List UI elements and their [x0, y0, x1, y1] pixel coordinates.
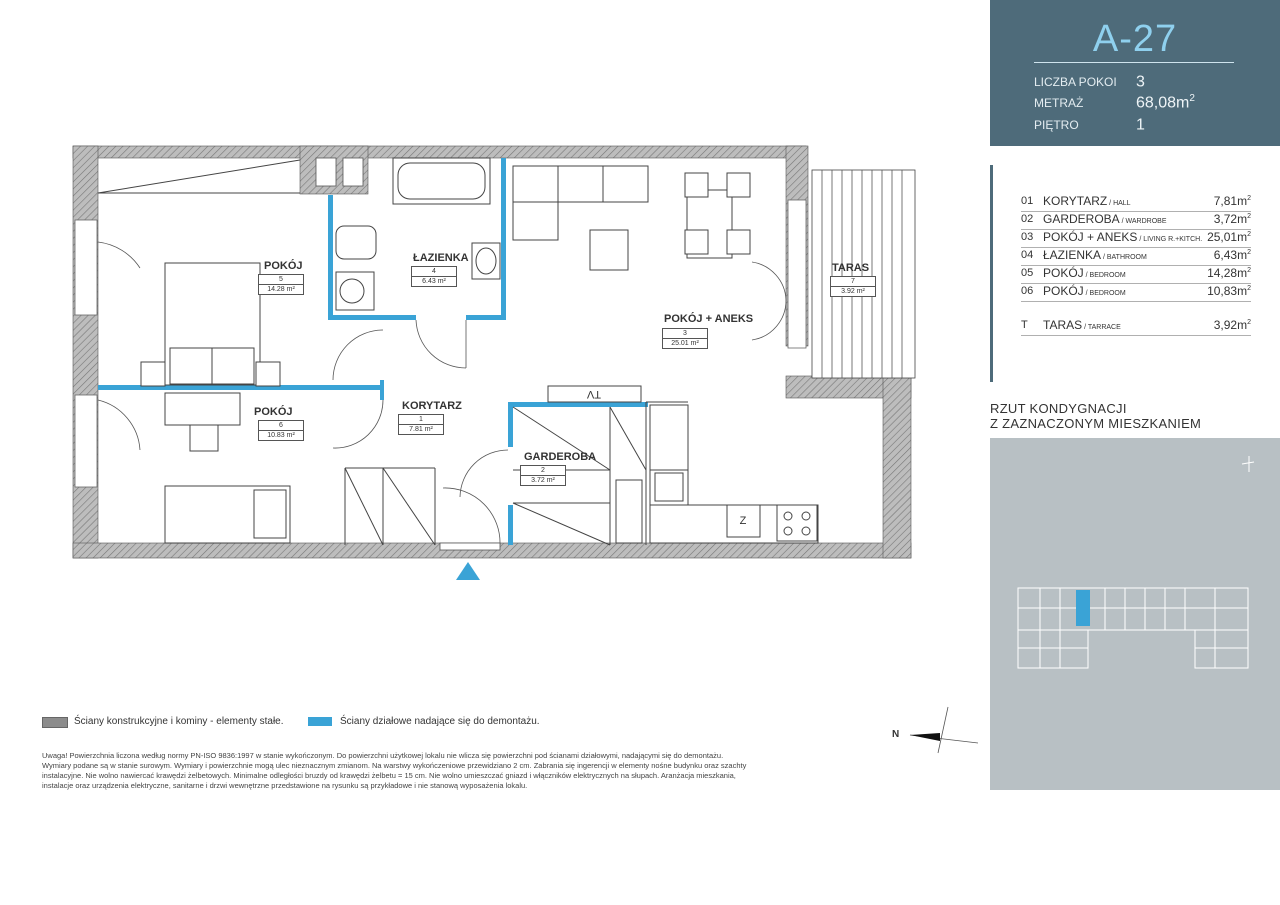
header-divider: [1034, 62, 1234, 63]
highlighted-apartment: [1076, 590, 1090, 626]
room-number: 3: [683, 330, 687, 337]
rooms-table-row: 02 GARDEROBA / WARDROBE $3,72m^2$: [1021, 211, 1251, 230]
compass-north-label: N: [892, 729, 900, 740]
terrace: [812, 170, 915, 378]
rooms-table-row: 01 KORYTARZ / HALL $7,81m^2$: [1021, 193, 1251, 212]
room-area: 6.43 m²: [412, 276, 456, 286]
room-label-aneks: POKÓJ + ANEKS: [664, 313, 754, 325]
header-row-value: $68,08m^2$: [1136, 93, 1195, 112]
room-tag-aneks: [662, 328, 708, 349]
legend-partition-text: Ściany działowe nadające się do demontażu.: [340, 716, 540, 727]
header-row-label: METRAŻ: [1034, 96, 1084, 110]
room-area: 7.81 m²: [399, 424, 443, 434]
room-tag-korytarz: [398, 414, 444, 435]
key-plan-drawing: [990, 438, 1280, 790]
apartment-header: [990, 0, 1280, 146]
floor-caption: RZUT KONDYGNACJI Z ZAZNACZONYM MIESZKANIEM: [990, 401, 1202, 431]
room-label-pokoj-5: POKÓJ: [264, 260, 303, 272]
room-tag-lazienka: [411, 266, 457, 287]
room-number: 1: [419, 416, 423, 423]
floor-key-plan: [990, 438, 1280, 790]
room-number: 7: [851, 278, 855, 285]
header-row-label: LICZBA POKOI: [1034, 75, 1117, 89]
compass-icon: [900, 705, 980, 755]
entrance-arrow: [456, 562, 480, 580]
header-row-rooms: [1034, 72, 1254, 92]
note-line: instalacyjne. Nie wolno nawiercać krawędzi żelbetowych. Minimalne odległości bruzdy od krawędzi żelbetu = 15 cm. Nie wolno umieszczać gniazd i włączników elektrycznych na słupach. Aranżacja mieszkania,: [42, 771, 736, 780]
furniture-living-room: [513, 166, 750, 402]
partition-swatch: [308, 717, 332, 726]
rooms-table-row: 03 POKÓJ + ANEKS / LIVING R.+KITCH. $25,01m^2$: [1021, 229, 1251, 248]
apartment-number: A-27: [1092, 18, 1178, 60]
room-tag-taras: [830, 276, 876, 297]
disclaimer-note: [42, 751, 842, 791]
room-number: 2: [541, 467, 545, 474]
rooms-table-row: 05 POKÓJ / BEDROOM $14,28m^2$: [1021, 265, 1251, 284]
note-line: instalacje oraz urządzenia elektryczne, sanitarne i drzwi wewnętrzne przedstawione na rysunku są przykładowe i nie stanową wyposażenia lokalu.: [42, 781, 528, 790]
header-row-floor: [1034, 115, 1254, 135]
room-area: 14.28 m²: [259, 284, 303, 294]
room-area: 3.72 m²: [521, 475, 565, 485]
header-row-label: PIĘTRO: [1034, 118, 1079, 132]
room-area: 3.92 m²: [831, 286, 875, 296]
room-label-taras: TARAS: [832, 262, 870, 274]
room-area: 10.83 m²: [259, 430, 303, 440]
room-tag-garderoba: [520, 465, 566, 486]
rooms-table-accent: [990, 165, 993, 382]
room-label-lazienka: ŁAZIENKA: [413, 252, 469, 264]
structural-swatch: [42, 717, 68, 728]
room-tag-pokoj-6: [258, 420, 304, 441]
fridge-symbol: Z: [739, 515, 747, 527]
room-label-pokoj-6: POKÓJ: [254, 406, 293, 418]
room-tag-pokoj-5: [258, 274, 304, 295]
legend-structural-text: Ściany konstrukcyjne i kominy - elementy stałe.: [74, 716, 284, 727]
header-row-value: 3: [1136, 73, 1145, 91]
rooms-table-row: 06 POKÓJ / BEDROOM $10,83m^2$: [1021, 283, 1251, 302]
tv-label: TV: [586, 388, 602, 400]
header-row-area: [1034, 93, 1254, 113]
header-row-value: 1: [1136, 116, 1145, 134]
note-line: Uwaga! Powierzchnia liczona według normy PN-ISO 9836:1997 w stanie wykończonym. Do powierzchni użytkowej lokalu nie wlicza się powierzchni pod ścianami działowymi, nadającymi się do demontażu.: [42, 751, 724, 760]
room-number: 6: [279, 422, 283, 429]
note-line: Wymiary podane są w stanie surowym. Wymiary i powierzchnie mogą ulec nieznacznym zmianom. Na warstwy wykończeniowe przewidziano 2 cm. Zabrania się ingerencji w elementy nośne budynku oraz szachty: [42, 761, 747, 770]
rooms-table-terrace-row: T TARAS / TARRACE $3,92m^2$: [1021, 317, 1251, 336]
room-area: 25.01 m²: [663, 338, 707, 348]
room-label-garderoba: GARDEROBA: [524, 451, 597, 463]
room-number: 5: [279, 276, 283, 283]
room-number: 4: [432, 268, 436, 275]
rooms-table-row: 04 ŁAZIENKA / BATHROOM $6,43m^2$: [1021, 247, 1251, 266]
room-label-korytarz: KORYTARZ: [402, 400, 462, 412]
